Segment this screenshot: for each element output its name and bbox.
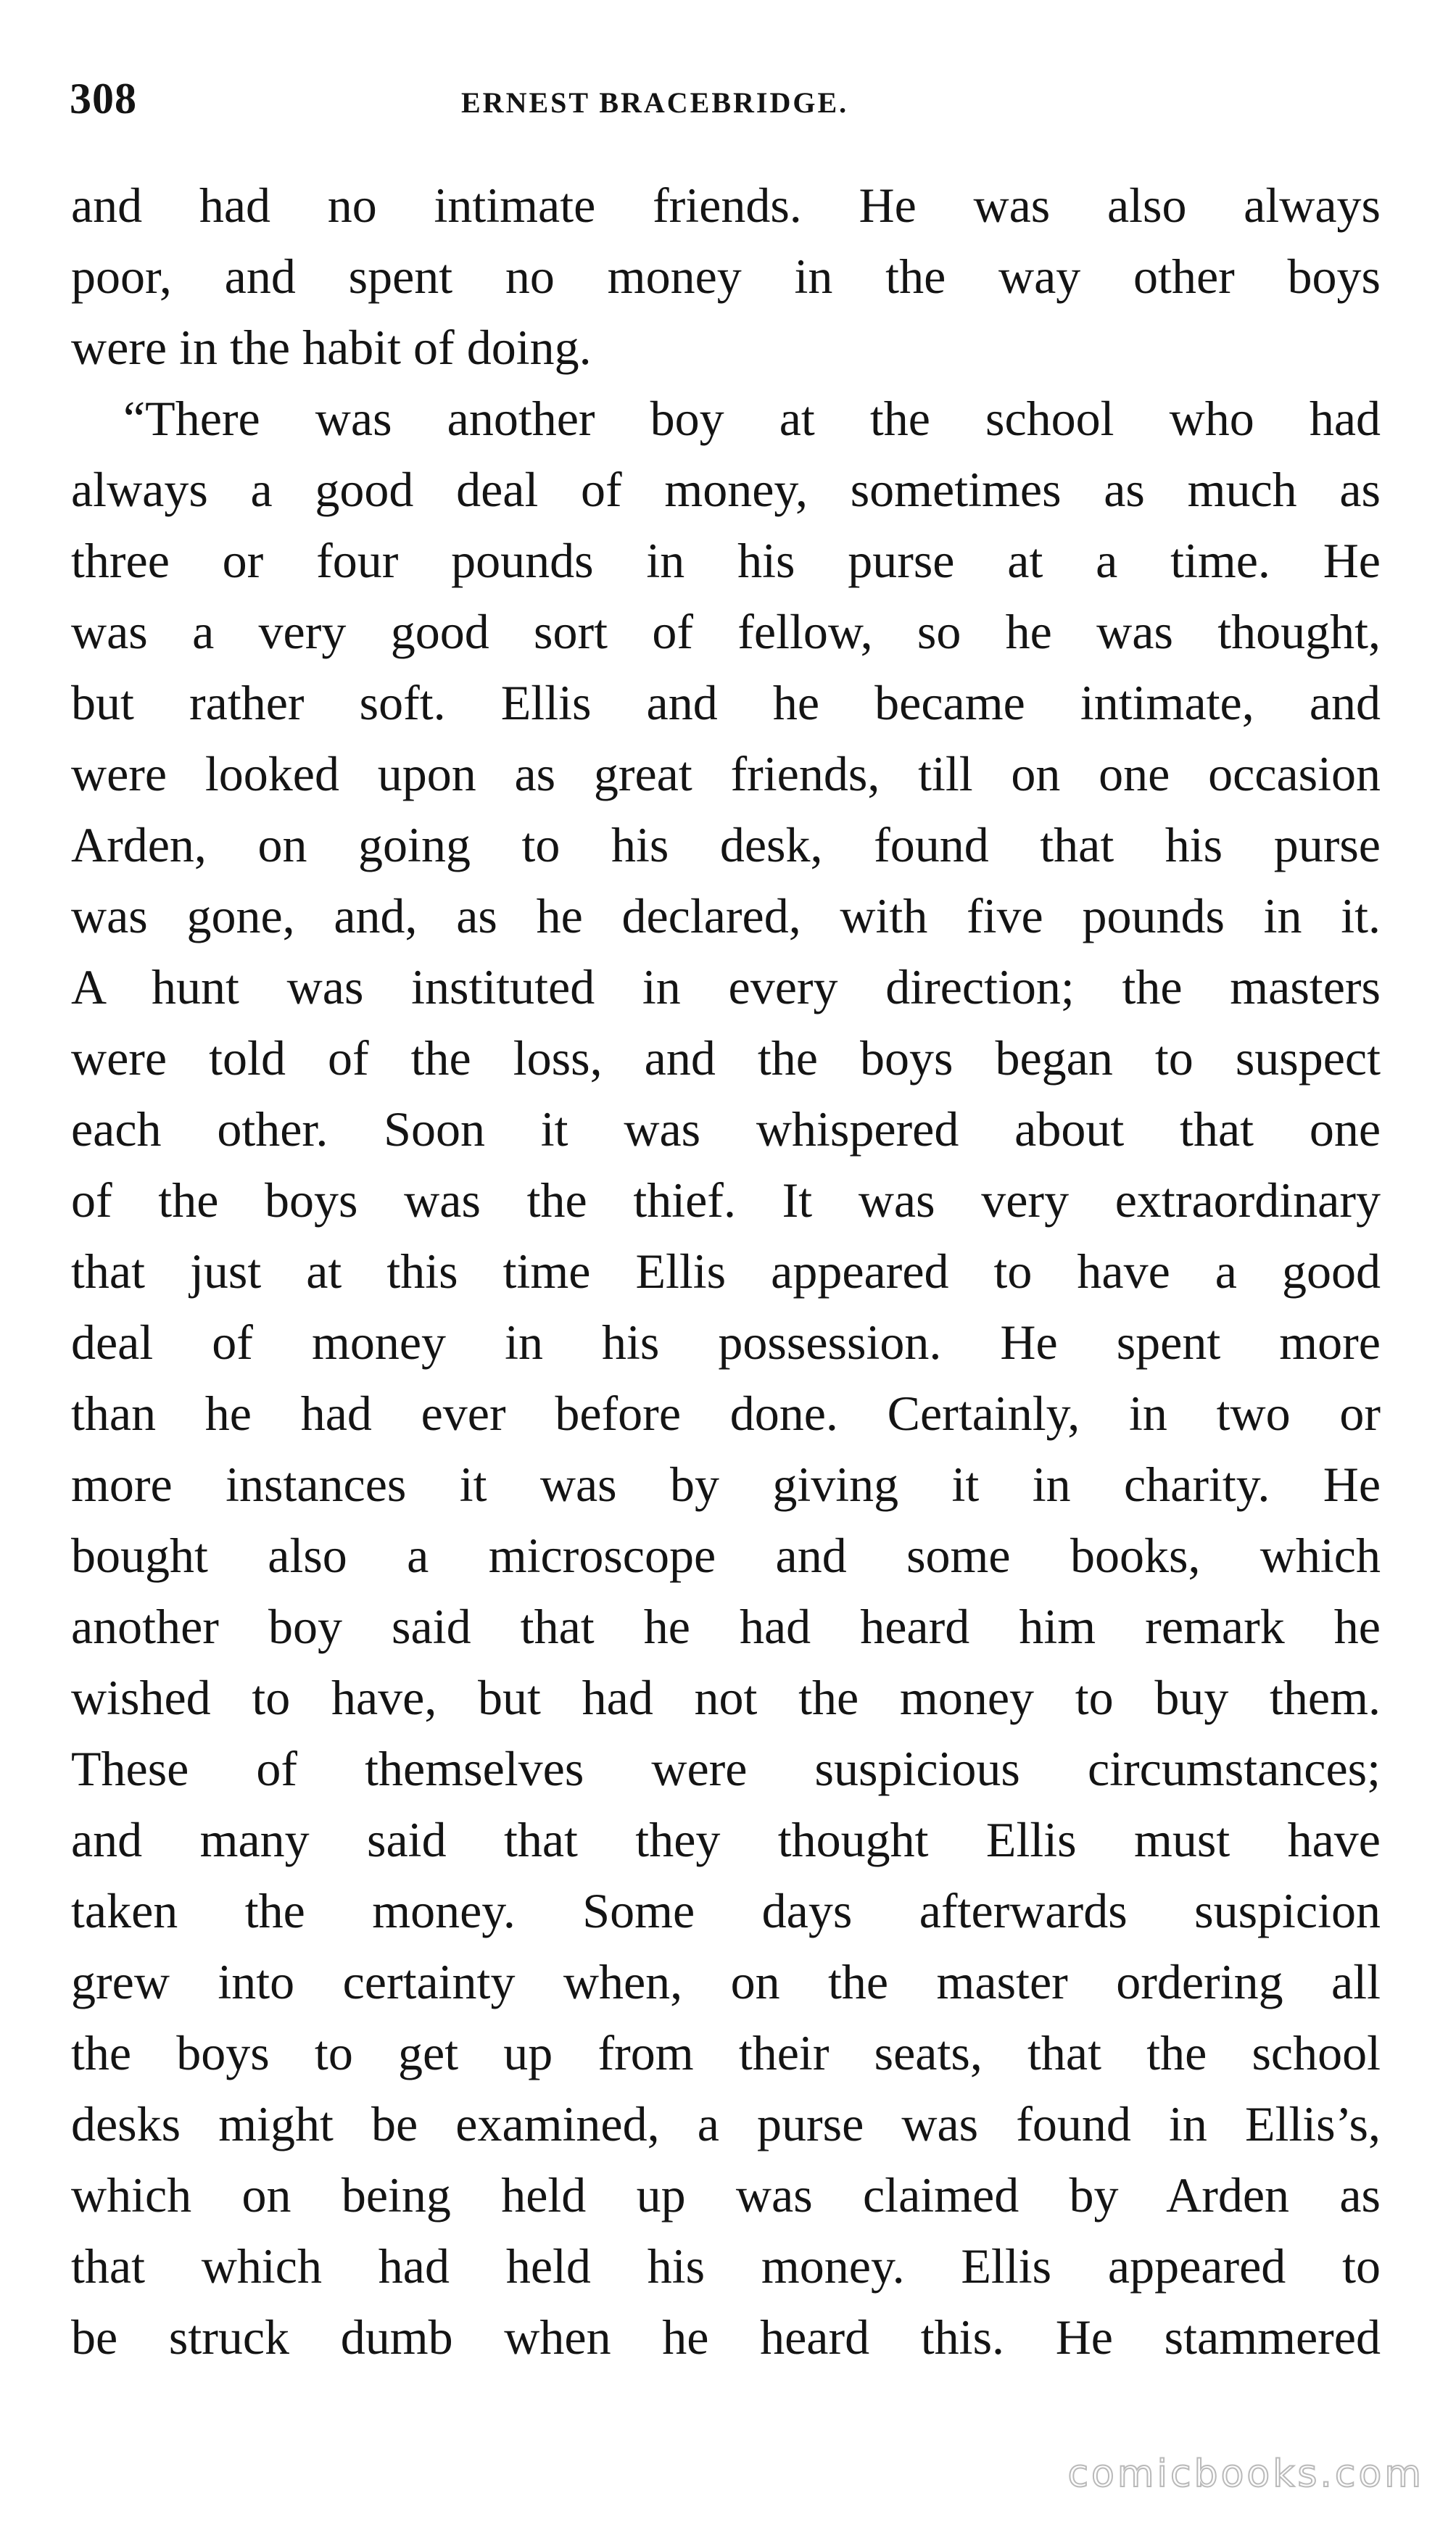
text-line: three or four pounds in his purse at a time. He bbox=[71, 533, 1381, 588]
running-head bbox=[70, 70, 1375, 128]
text-line: was a very good sort of fellow, so he was thought, bbox=[71, 604, 1381, 659]
body-text bbox=[71, 170, 1381, 2373]
text-line: of the boys was the thief. It was very extraordinary bbox=[71, 1173, 1381, 1228]
text-line: more instances it was by giving it in charity. He bbox=[71, 1457, 1381, 1512]
text-line: which on being held up was claimed by Arden as bbox=[71, 2167, 1381, 2223]
text-line: were in the habit of doing. bbox=[71, 320, 592, 375]
text-line: was gone, and, as he declared, with five pounds in it. bbox=[71, 888, 1381, 943]
text-line: another boy said that he had heard him remark he bbox=[71, 1599, 1381, 1654]
text-line: that which had held his money. Ellis appeared to bbox=[71, 2238, 1381, 2294]
text-line: were looked upon as great friends, till on one occasion bbox=[71, 746, 1381, 801]
text-line: were told of the loss, and the boys began to suspect bbox=[71, 1030, 1381, 1086]
text-line: grew into certainty when, on the master ordering all bbox=[71, 1954, 1381, 2009]
text-line: each other. Soon it was whispered about that one bbox=[71, 1101, 1381, 1157]
text-line: “There was another boy at the school who had bbox=[123, 391, 1381, 446]
text-line: Arden, on going to his desk, found that his purse bbox=[71, 817, 1381, 872]
text-line: than he had ever before done. Certainly, in two or bbox=[71, 1386, 1381, 1441]
text-line: always a good deal of money, sometimes as much as bbox=[71, 462, 1381, 517]
watermark: comicbooks.com bbox=[1067, 2452, 1424, 2496]
text-line: the boys to get up from their seats, that the school bbox=[71, 2025, 1381, 2080]
text-line: but rather soft. Ellis and he became intimate, and bbox=[71, 675, 1381, 730]
text-line: desks might be examined, a purse was found in Ellis’s, bbox=[71, 2096, 1381, 2151]
text-line: taken the money. Some days afterwards suspicion bbox=[71, 1883, 1381, 1938]
text-line: deal of money in his possession. He spent more bbox=[71, 1315, 1381, 1370]
text-line: and many said that they thought Ellis must have bbox=[71, 1812, 1381, 1867]
text-line: A hunt was instituted in every direction; the masters bbox=[71, 959, 1381, 1014]
text-line: These of themselves were suspicious circumstances; bbox=[71, 1741, 1381, 1796]
text-line: and had no intimate friends. He was also always bbox=[71, 178, 1381, 233]
text-line: poor, and spent no money in the way other boys bbox=[71, 249, 1381, 304]
text-line: that just at this time Ellis appeared to have a good bbox=[71, 1244, 1381, 1299]
text-line: be struck dumb when he heard this. He stammered bbox=[71, 2310, 1381, 2365]
text-line: wished to have, but had not the money to buy them. bbox=[71, 1670, 1381, 1725]
page-number: 308 bbox=[70, 75, 137, 123]
text-line: bought also a microscope and some books, which bbox=[71, 1528, 1381, 1583]
running-title: ERNEST BRACEBRIDGE. bbox=[461, 86, 849, 119]
